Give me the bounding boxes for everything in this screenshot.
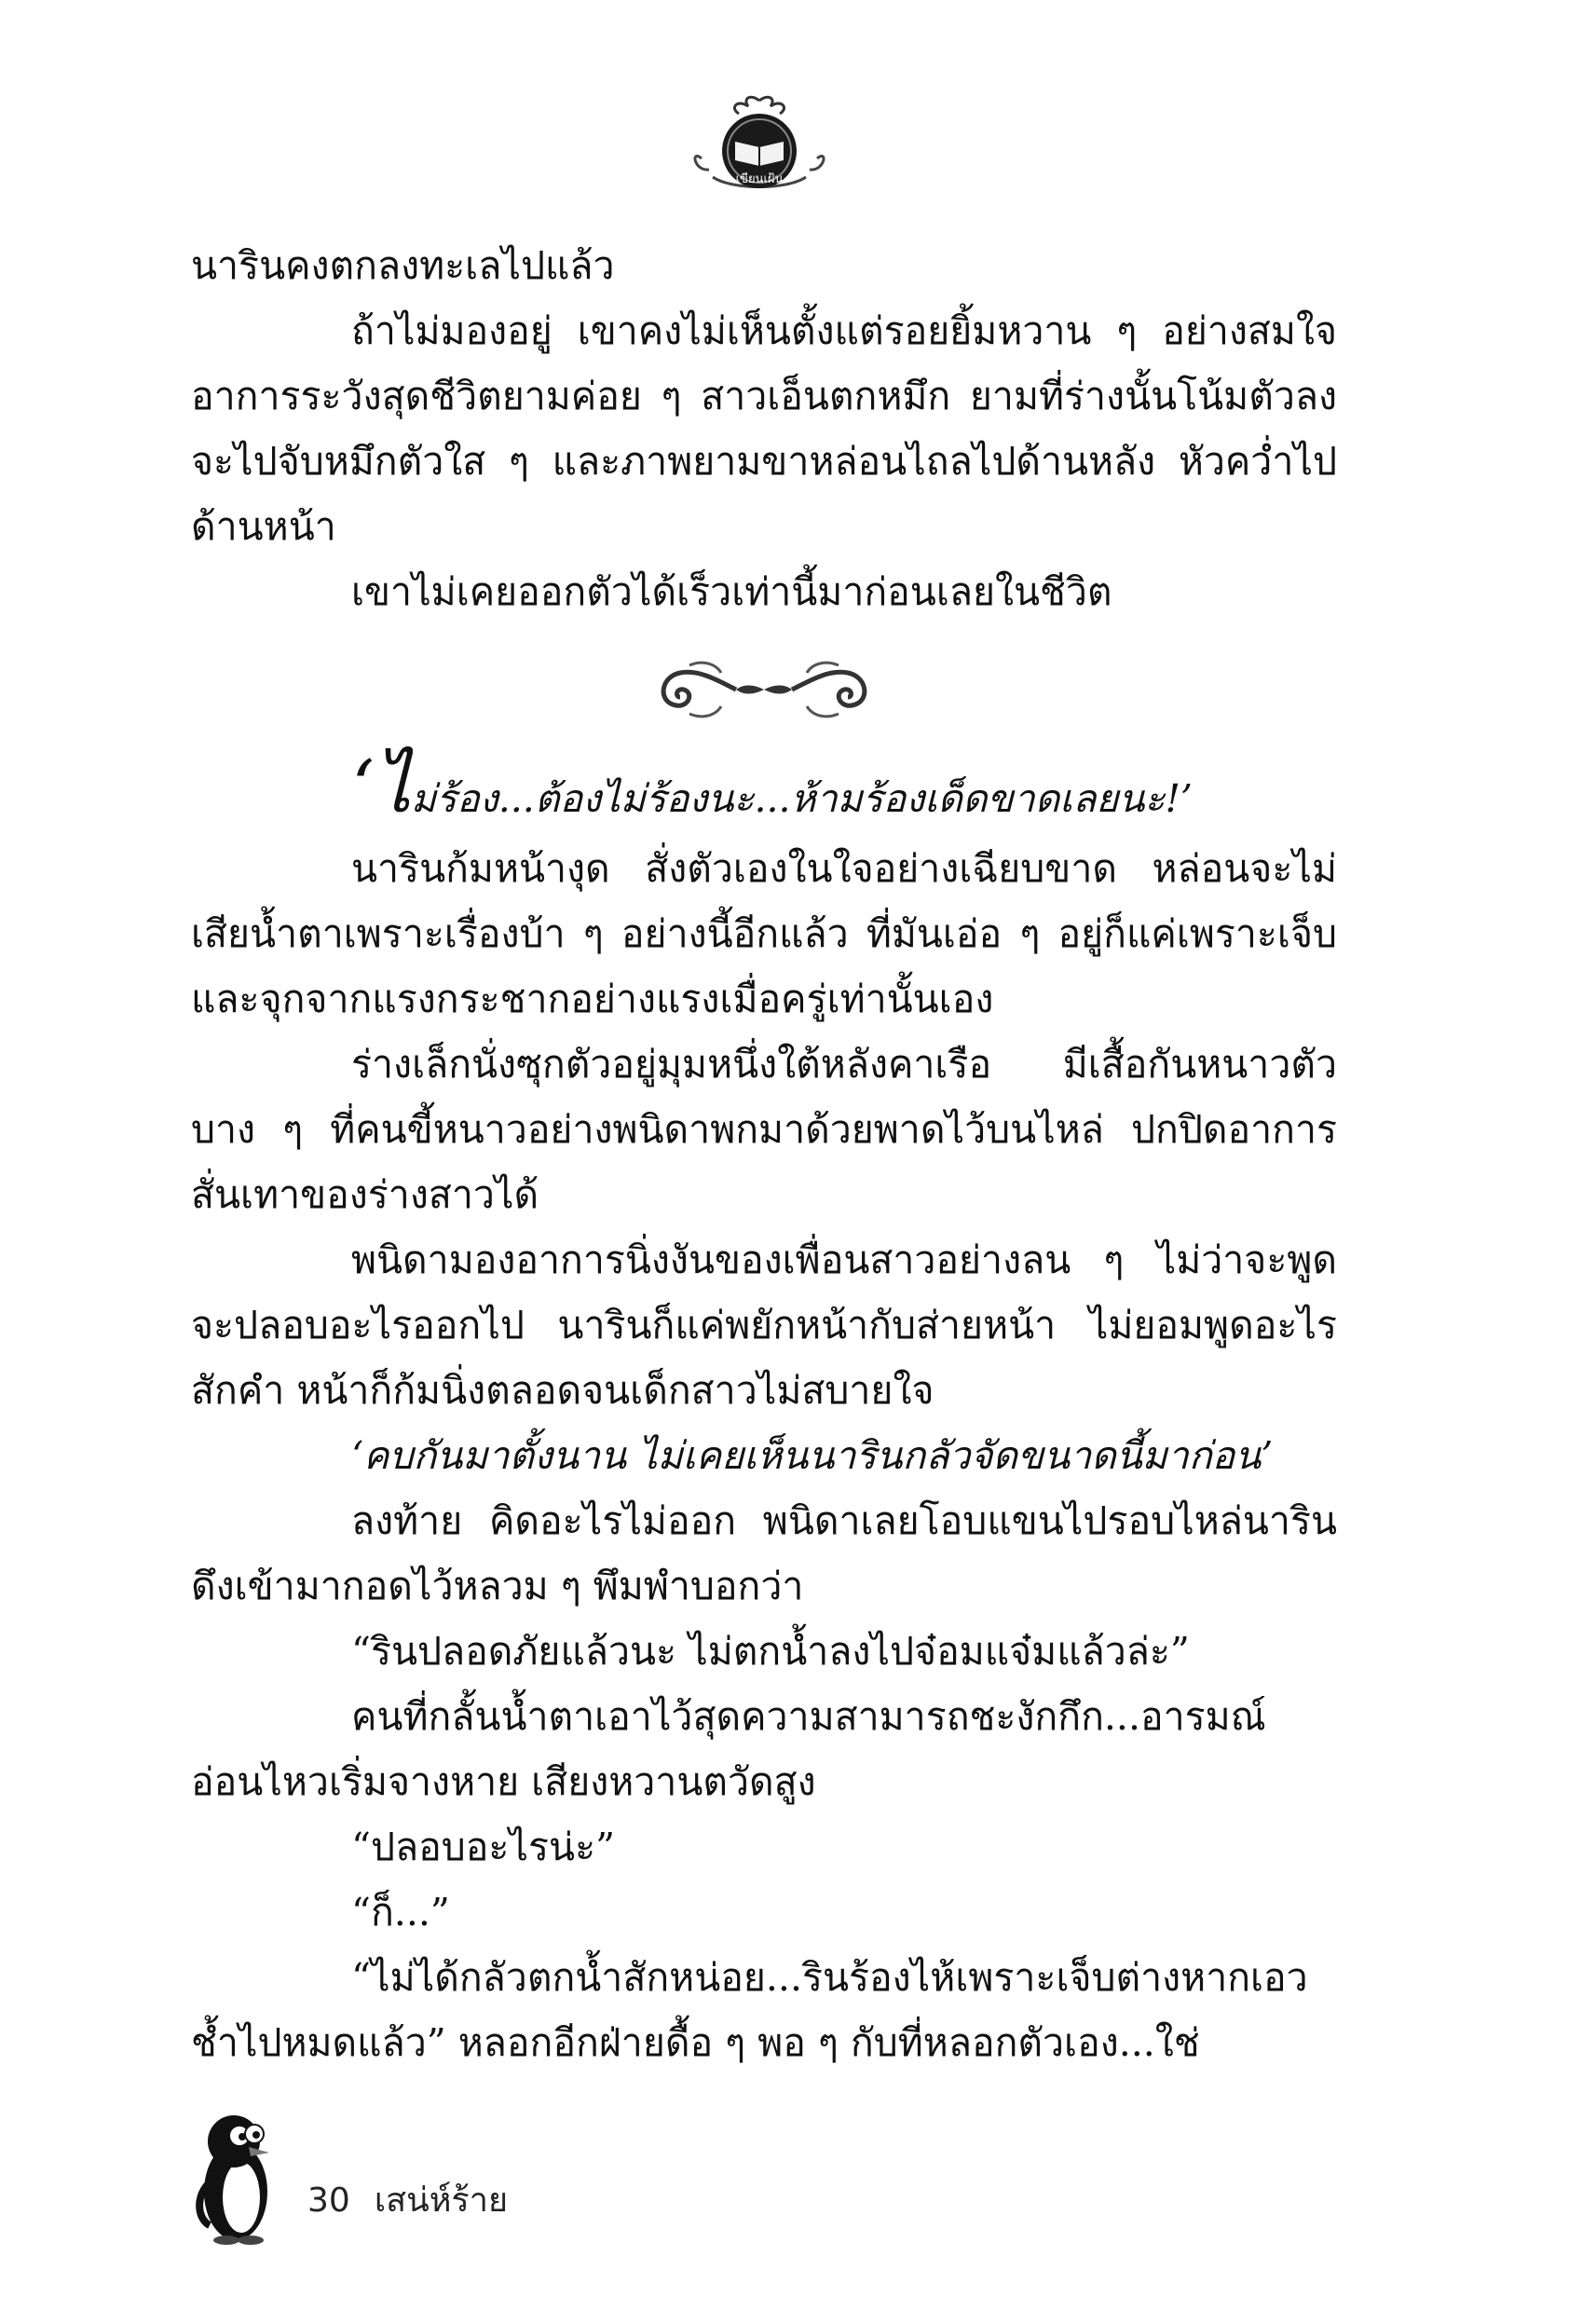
paragraph: พนิดามองอาการนิ่งงันของเพื่อนสาวอย่างลน ๆ ไม่ว่าจะพูดจะปลอบอะไรออกไป นารินก็แค่พยักหน้ากับส่ายหน้า ไม่ยอมพูดอะไรสักคำ หน้าก็ก้มนิ่งตลอดจนเด็กสาวไม่สบายใจ: [191, 1238, 1337, 1413]
penguin-icon: [191, 2106, 284, 2246]
paragraph: ถ้าไม่มองอยู่ เขาคงไม่เห็นตั้งแต่รอยยิ้มหวาน ๆ อย่างสมใจ อาการระวังสุดชีวิตยามค่อย ๆ สาวเอ็นตกหมึก ยามที่ร่างนั้นโน้มตัวลงจะไปจับหมึกตัวใส ๆ และภาพยามขาหล่อนไถลไปด้านหลัง หัวคว่ำไปด้านหน้า: [191, 308, 1337, 549]
book-emblem-logo: [685, 93, 834, 196]
page-number: 30: [307, 2181, 350, 2220]
paragraph: นารินก้มหน้างุด สั่งตัวเองในใจอย่างเฉียบขาด หล่อนจะไม่เสียน้ำตาเพราะเรื่องบ้า ๆ อย่างนี้อีกแล้ว ที่มันเอ่อ ๆ อยู่ก็แค่เพราะเจ็บและจุกจากแรงกระชากอย่างแรงเมื่อครู่เท่านั้นเอง: [191, 846, 1337, 1021]
paragraph: คนที่กลั้นน้ำตาเอาไว้สุดความสามารถชะงักกึก...อารมณ์อ่อนไหวเริ่มจางหาย เสียงหวานตวัดสูง: [191, 1694, 1266, 1804]
paragraph: “ก็...”: [351, 1890, 450, 1935]
paragraph: เขาไม่เคยออกตัวได้เร็วเท่านี้มาก่อนเลยในชีวิต: [351, 569, 1112, 614]
logo-text: เขียนเฝ้น: [735, 172, 784, 186]
quote-open-mark: ‘: [351, 745, 375, 829]
paragraph: “รินปลอดภัยแล้วนะ ไม่ตกน้ำลงไปจ๋อมแจ๋มแล้วล่ะ”: [351, 1629, 1190, 1674]
book-title: เสน่ห์ร้าย: [374, 2181, 509, 2220]
quote-text: ม่ร้อง...ต้องไม่ร้องนะ...ห้ามร้องเด็ดขาดเลยนะ!’: [411, 776, 1193, 821]
drop-letter: ไ: [374, 745, 412, 829]
section-divider: [191, 624, 1337, 755]
paragraph: ร่างเล็กนั่งซุกตัวอยู่มุมหนึ่งใต้หลังคาเรือ มีเสื้อกันหนาวตัวบาง ๆ ที่คนขี้หนาวอย่างพนิดาพกมาด้วยพาดไว้บนไหล่ ปกปิดอาการสั่นเทาของร่างสาวได้: [191, 1042, 1337, 1217]
paragraph: “ไม่ได้กลัวตกน้ำสักหน่อย...รินร้องไห้เพราะเจ็บต่างหากเอวช้ำไปหมดแล้ว” หลอกอีกฝ่ายดื้อ ๆ พอ ๆ กับที่หลอกตัวเอง...ใช่: [191, 1955, 1308, 2065]
paragraph: นารินคงตกลงทะเลไปแล้ว: [191, 243, 615, 288]
body-text: [191, 233, 1337, 2075]
scroll-divider-ornament-icon: [652, 652, 876, 727]
paragraph: ลงท้าย คิดอะไรไม่ออก พนิดาเลยโอบแขนไปรอบไหล่นารินดึงเข้ามากอดไว้หลวม ๆ พึมพำบอกว่า: [191, 1498, 1337, 1608]
paragraph: ‘คบกันมาตั้งนาน ไม่เคยเห็นนารินกลัวจัดขนาดนี้มาก่อน’: [351, 1433, 1274, 1478]
paragraph: “ปลอบอะไรน่ะ”: [351, 1825, 616, 1869]
quote-line: [191, 745, 1337, 836]
page-footer: [307, 2173, 508, 2226]
